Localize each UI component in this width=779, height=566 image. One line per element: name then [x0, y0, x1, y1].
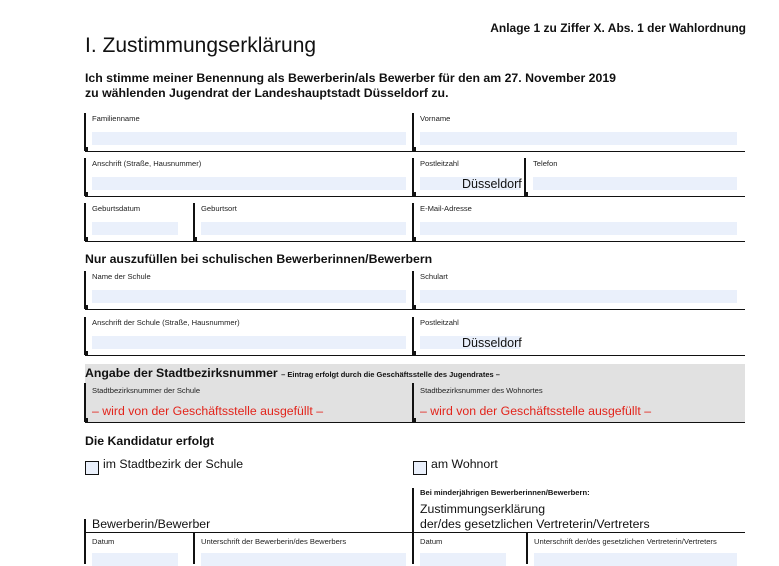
- anschrift-field[interactable]: [92, 177, 406, 190]
- field-border: [84, 113, 86, 151]
- checkbox-home[interactable]: [413, 461, 427, 475]
- label-district-school: Stadtbezirksnummer der Schule: [92, 386, 201, 395]
- label-home: am Wohnort: [431, 457, 498, 471]
- familienname-field[interactable]: [92, 132, 406, 145]
- row-divider: [85, 422, 745, 423]
- guardian-heading-line-2: der/des gesetzlichen Vertreterin/Vertreters: [420, 516, 650, 531]
- field-border: [412, 488, 414, 564]
- field-border: [526, 533, 528, 564]
- field-border: [84, 158, 86, 196]
- row-divider: [85, 309, 745, 310]
- row-divider: [85, 151, 745, 152]
- label-school-postcode: Postleitzahl: [420, 318, 459, 327]
- annex-note: Anlage 1 zu Ziffer X. Abs. 1 der Wahlordnung: [490, 21, 746, 35]
- applicant-heading: Bewerberin/Bewerber: [92, 517, 211, 531]
- guardian-heading-line-1: Zustimmungserklärung: [420, 502, 546, 516]
- field-border: [412, 383, 414, 422]
- district-note: – Eintrag erfolgt durch die Geschäftsstelle des Jugendrates –: [281, 370, 500, 379]
- label-vorname: Vorname: [420, 114, 451, 123]
- minor-note: Bei minderjährigen Bewerberinnen/Bewerbern:: [420, 488, 590, 497]
- field-border: [412, 158, 414, 196]
- date-applicant-field[interactable]: [92, 553, 178, 566]
- label-anschrift: Anschrift (Straße, Hausnummer): [92, 159, 202, 168]
- geburtsdatum-field[interactable]: [92, 222, 178, 235]
- field-border: [412, 271, 414, 309]
- district-section-heading: [85, 366, 500, 380]
- signature-applicant-field[interactable]: [201, 553, 406, 566]
- row-divider: [85, 241, 745, 242]
- school-address-field[interactable]: [92, 336, 406, 349]
- intro-line-1: Ich stimme meiner Benennung als Bewerberin/als Bewerber für den am 27. November 2019: [85, 71, 617, 85]
- label-familienname: Familienname: [92, 114, 140, 123]
- email-field[interactable]: [420, 222, 737, 235]
- label-date-guardian: Datum: [420, 537, 443, 546]
- intro-line-2: zu wählenden Jugendrat der Landeshauptstadt Düsseldorf zu.: [85, 85, 449, 100]
- field-border: [84, 519, 86, 564]
- field-border: [84, 383, 86, 422]
- label-school-district: im Stadtbezirk der Schule: [103, 457, 244, 471]
- field-border: [84, 271, 86, 309]
- label-district-home: Stadtbezirksnummer des Wohnortes: [420, 386, 543, 395]
- vorname-field[interactable]: [420, 132, 737, 145]
- field-border: [193, 533, 195, 564]
- field-border: [412, 113, 414, 151]
- school-section-heading: Nur auszufüllen bei schulischen Bewerberinnen/Bewerbern: [85, 252, 433, 266]
- label-postleitzahl: Postleitzahl: [420, 159, 459, 168]
- field-border: [193, 203, 195, 241]
- district-school-value: – wird von der Geschäftsstelle ausgefüllt –: [92, 404, 324, 418]
- row-divider: [85, 355, 745, 356]
- label-geburtsort: Geburtsort: [201, 204, 237, 213]
- district-heading-text: Angabe der Stadtbezirksnummer: [85, 366, 278, 380]
- label-schulart: Schulart: [420, 272, 448, 281]
- row-divider: [85, 532, 745, 533]
- field-border: [524, 158, 526, 196]
- telefon-field[interactable]: [533, 177, 737, 190]
- label-telefon: Telefon: [533, 159, 558, 168]
- label-date-applicant: Datum: [92, 537, 115, 546]
- date-guardian-field[interactable]: [420, 553, 506, 566]
- checkbox-school-district[interactable]: [85, 461, 99, 475]
- field-border: [412, 317, 414, 355]
- label-email: E-Mail-Adresse: [420, 204, 472, 213]
- label-signature-guardian: Unterschrift der/des gesetzlichen Vertreterin/Vertreters: [534, 537, 717, 546]
- field-border: [84, 203, 86, 241]
- candidacy-heading: Die Kandidatur erfolgt: [85, 434, 215, 448]
- intro-text: [85, 71, 616, 100]
- field-border: [84, 317, 86, 355]
- geburtsort-field[interactable]: [201, 222, 406, 235]
- district-home-value: – wird von der Geschäftsstelle ausgefüllt –: [420, 404, 652, 418]
- school-city-value: Düsseldorf: [462, 336, 522, 350]
- row-divider: [85, 196, 745, 197]
- label-school-address: Anschrift der Schule (Straße, Hausnummer): [92, 318, 240, 327]
- guardian-heading: [420, 502, 650, 531]
- school-name-field[interactable]: [92, 290, 406, 303]
- label-signature-applicant: Unterschrift der Bewerberin/des Bewerbers: [201, 537, 347, 546]
- page-title: I. Zustimmungserklärung: [85, 34, 317, 57]
- city-value: Düsseldorf: [462, 177, 522, 191]
- label-geburtsdatum: Geburtsdatum: [92, 204, 141, 213]
- label-school-name: Name der Schule: [92, 272, 151, 281]
- field-border: [412, 203, 414, 241]
- signature-guardian-field[interactable]: [534, 553, 737, 566]
- schulart-field[interactable]: [420, 290, 737, 303]
